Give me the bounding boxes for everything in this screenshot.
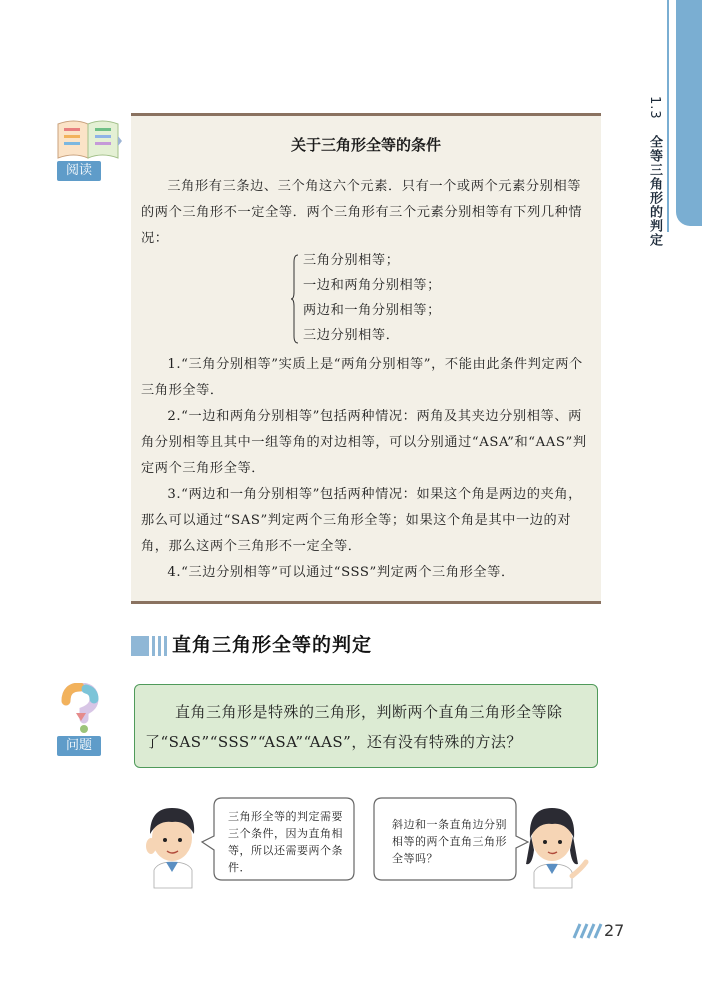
reading-title: 关于三角形全等的条件 [290, 136, 441, 154]
reading-point-1: 1.“三角分别相等”实质上是“两角分别相等”，不能由此条件判定两个三角形全等． [141, 357, 583, 398]
question-text: 直角三角形是特殊的三角形，判断两个直角三角形全等除了“SAS”“SSS”“ASA”“AAS”，还有没有特殊的方法？ [145, 703, 563, 751]
page-number-stripes-icon [574, 924, 601, 938]
section-number: 1.3 [647, 96, 662, 120]
boy-speech-text: 三角形全等的判定需要三个条件，因为直角相等，所以还需要两个条件． [228, 810, 343, 874]
reading-label: 阅读 [57, 161, 101, 181]
case-item: 一边和两角分别相等； [303, 278, 441, 293]
case-item: 三角分别相等； [303, 253, 400, 268]
reading-intro: 三角形有三条边、三个角这六个元素．只有一个或两个元素分别相等的两个三角形不一定全等．两个三角形有三个元素分别相等有下列几种情况： [141, 179, 583, 246]
page-number: 27 [604, 921, 625, 940]
section-title: 直角三角形全等的判定 [172, 634, 373, 656]
girl-illustration [526, 808, 586, 888]
case-item: 三边分别相等． [303, 328, 400, 343]
case-item: 两边和一角分别相等； [303, 303, 441, 318]
section-running-title: 全等三角形的判定 [647, 135, 662, 248]
question-label: 问题 [57, 736, 101, 756]
reading-point-2: 2.“一边和两角分别相等”包括两种情况：两角及其夹边分别相等、两角分别相等且其中一组等角的对边相等，可以分别通过“ASA”和“AAS”判定两个三角形全等． [141, 409, 587, 476]
girl-speech-text: 斜边和一条直角边分别相等的两个直角三角形全等吗？ [392, 818, 507, 865]
boy-illustration [146, 808, 194, 888]
reading-point-3: 3.“两边和一角分别相等”包括两种情况：如果这个角是两边的夹角，那么可以通过“SAS”判定两个三角形全等；如果这个角是其中一边的对角，那么这两个三角形不一定全等． [141, 487, 582, 554]
reading-point-4: 4.“三边分别相等”可以通过“SSS”判定两个三角形全等． [167, 565, 515, 580]
